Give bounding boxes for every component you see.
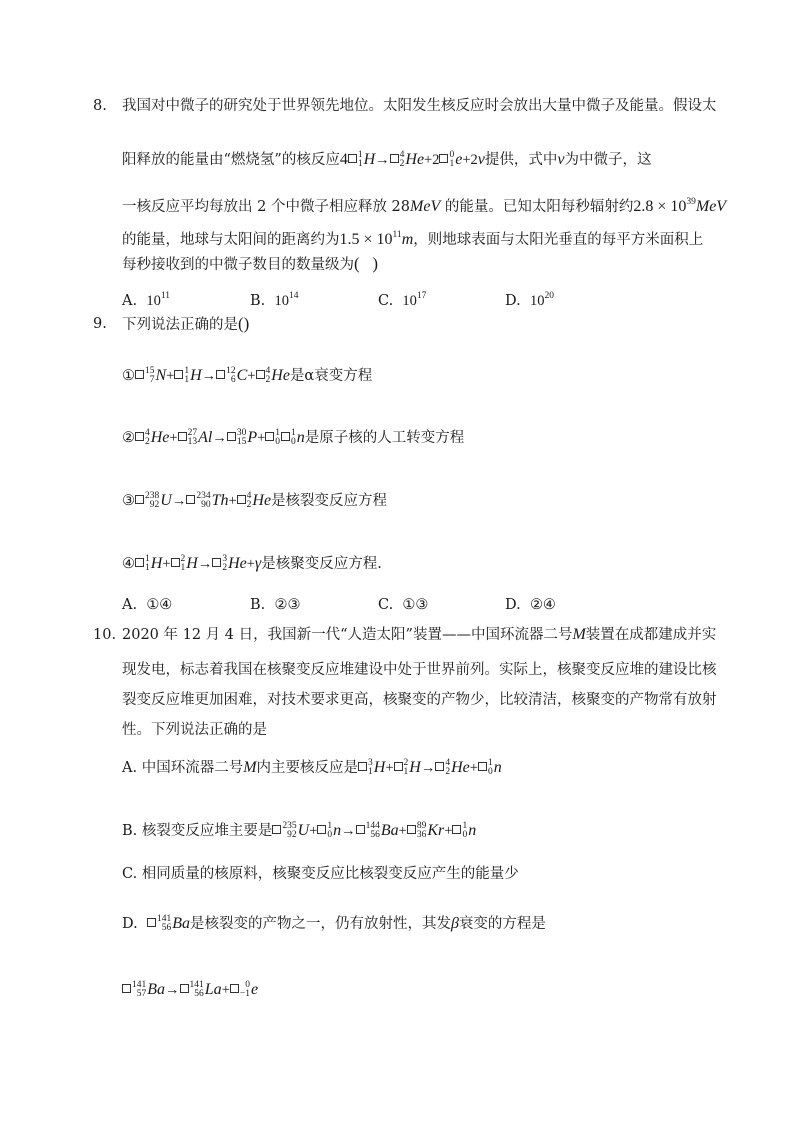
arrow-icon: →	[420, 760, 436, 776]
option-base: 10	[402, 293, 417, 309]
symbol-he: He	[252, 492, 272, 509]
isotope-index: 27 13	[187, 427, 198, 447]
plus-sign: +	[169, 430, 178, 446]
plus-sign: +	[385, 760, 394, 776]
placeholder-box-icon	[407, 825, 416, 834]
isotope-index: 1 0	[291, 427, 296, 447]
isotope-index: 4 2	[246, 490, 252, 510]
symbol-he: He	[228, 555, 247, 572]
plus-sign: +	[444, 823, 453, 839]
q8-line-2-text-b: 提供，式中	[484, 152, 558, 168]
energy-exponent: 39	[686, 197, 696, 207]
symbol-neutron: n	[493, 759, 502, 776]
placeholder-box-icon	[439, 154, 448, 163]
placeholder-box-icon	[237, 495, 246, 504]
plus-sign: +	[246, 556, 255, 572]
isotope-index: 235 92	[282, 820, 297, 840]
placeholder-box-icon	[256, 370, 265, 379]
symbol-c: C	[236, 367, 248, 384]
symbol-h: H	[409, 759, 421, 776]
placeholder-box-icon	[147, 918, 156, 927]
isotope-index: 1 1	[357, 149, 363, 169]
answer-blank-paren: ()	[238, 314, 250, 333]
option-text: ②③	[274, 597, 301, 613]
placeholder-box-icon	[171, 558, 180, 567]
symbol-n: N	[155, 367, 167, 384]
symbol-beta: β	[450, 915, 459, 932]
option-text: ②④	[529, 597, 556, 613]
option-text: ①③	[402, 597, 429, 613]
plus-sign: +	[247, 368, 256, 384]
q8-line-2-text: 阳释放的能量由“燃烧氢”的核反应	[122, 152, 340, 168]
placeholder-box-icon	[174, 370, 183, 379]
q9-option-c[interactable]	[378, 595, 428, 615]
q8-eq-coef: 4	[339, 151, 348, 168]
symbol-he: He	[451, 759, 470, 776]
symbol-he: He	[150, 429, 170, 446]
placeholder-box-icon	[135, 495, 144, 504]
coef-2: 2	[432, 152, 440, 168]
q8-line-4	[122, 225, 703, 250]
isotope-index: 2 1	[403, 757, 409, 777]
answer-blank-paren: ( )	[354, 254, 379, 273]
q8-line-3-text: 一核反应平均每放出 2 个中微子相应释放 28	[122, 199, 411, 215]
q10-line-3: 裂变反应堆更加困难，对技术要求更高，核聚变的产物少，比较清洁，核聚变的产物常有放射	[122, 692, 717, 708]
q10-line-2: 现发电，标志着我国在核聚变反应堆建设中处于世界前列。实际上，核聚变反应堆的建设比核	[122, 662, 717, 678]
q8-option-d[interactable]	[505, 286, 554, 311]
q10-option-d-equation	[122, 980, 258, 1000]
q8-line-4-text-b: ，则地球表面与太阳光垂直的每平方米面积上	[413, 232, 704, 248]
option-exp: 17	[416, 291, 427, 301]
plus-sign: +	[309, 823, 318, 839]
q10-option-d-text-b: 衰变的方程是	[458, 916, 546, 932]
q10-option-c[interactable]: C. 相同质量的核原料，核聚变反应比核裂变反应产生的能量少	[122, 866, 519, 882]
circled-number-icon: ①	[122, 368, 135, 384]
symbol-m: M	[572, 626, 586, 643]
isotope-index: 4 2	[399, 149, 405, 169]
isotope-index: 1 0	[327, 820, 333, 840]
q8-line-4-text: 的能量，地球与太阳间的距离约为	[122, 232, 340, 248]
q9-statement-1	[122, 366, 372, 386]
symbol-neutron: n	[333, 822, 342, 839]
placeholder-box-icon	[435, 762, 444, 771]
arrow-icon: →	[341, 823, 356, 839]
isotope-index: 4 2	[145, 427, 150, 447]
symbol-e: e	[250, 981, 259, 998]
q8-line-2-text-c: 为中微子，这	[564, 152, 652, 168]
isotope-index: 141 57	[132, 979, 147, 999]
option-text: ①④	[146, 597, 173, 613]
symbol-al: Al	[198, 429, 213, 446]
symbol-th: Th	[211, 492, 229, 509]
q9-statement-2-text: 是原子核的人工转变方程	[304, 430, 465, 446]
option-label: B.	[250, 597, 266, 613]
isotope-index: 4 2	[445, 757, 451, 777]
q10-option-d[interactable]	[122, 914, 546, 934]
q10-option-d-label: D.	[122, 916, 138, 932]
coef-2: 2	[470, 152, 478, 168]
q8-line-2	[122, 150, 652, 170]
symbol-h: H	[363, 151, 376, 168]
isotope-index: 3 2	[222, 553, 228, 573]
arrow-icon: →	[171, 493, 187, 509]
symbol-u: U	[160, 492, 172, 509]
placeholder-box-icon	[180, 984, 189, 993]
isotope-index: 1 0	[487, 757, 493, 777]
symbol-u: U	[297, 822, 310, 839]
q10-line-4: 性。下列说法正确的是	[122, 722, 267, 738]
q8-line-3	[122, 192, 726, 217]
placeholder-box-icon	[452, 825, 461, 834]
isotope-index: 12 6	[226, 365, 236, 385]
placeholder-box-icon	[122, 984, 131, 993]
q9-statement-3-text: 是核裂变反应方程	[271, 493, 388, 509]
q8-line-3-text-b: 的能量。已知太阳每秒辐射约	[440, 199, 634, 215]
distance-exponent: 11	[392, 230, 402, 240]
isotope-index: 1 1	[184, 365, 190, 385]
arrow-icon: →	[375, 152, 390, 168]
placeholder-box-icon	[186, 495, 195, 504]
placeholder-box-icon	[230, 984, 239, 993]
q9-stem	[122, 314, 249, 335]
placeholder-box-icon	[272, 825, 281, 834]
isotope-index: 1 1	[145, 553, 150, 573]
q10-option-a[interactable]	[122, 758, 502, 778]
plus-sign: +	[424, 152, 433, 168]
circled-number-icon: ②	[122, 430, 135, 446]
option-exp: 20	[544, 291, 554, 301]
arrow-icon: →	[201, 368, 217, 384]
q9-option-d[interactable]	[505, 595, 556, 615]
placeholder-box-icon	[135, 432, 144, 441]
placeholder-box-icon	[135, 558, 144, 567]
placeholder-box-icon	[212, 558, 221, 567]
plus-sign: +	[469, 760, 478, 776]
isotope-index: 144 56	[365, 820, 380, 840]
option-label: A.	[122, 293, 138, 309]
energy-value: 2.8 × 10	[633, 198, 687, 215]
option-label: A.	[122, 597, 138, 613]
option-label: C.	[378, 293, 394, 309]
symbol-h: H	[186, 555, 198, 572]
symbol-neutron: n	[296, 429, 305, 446]
symbol-ba: Ba	[380, 822, 399, 839]
isotope-index: 4 2	[265, 365, 271, 385]
q9-statement-1-text: 是α衰变方程	[289, 368, 373, 384]
isotope-index: 1 0	[275, 427, 281, 447]
circled-number-icon: ③	[122, 493, 135, 509]
isotope-index: 2 1	[180, 553, 186, 573]
q8-option-b[interactable]	[250, 286, 298, 311]
symbol-la: La	[204, 981, 222, 998]
distance-value: 1.5 × 10	[339, 231, 393, 248]
placeholder-box-icon	[281, 432, 290, 441]
placeholder-box-icon	[135, 370, 144, 379]
arrow-icon: →	[165, 982, 180, 998]
q10-line-1-text-b: 装置在成都建成并实	[585, 627, 717, 643]
unit-m: m	[401, 231, 414, 248]
plus-sign: +	[398, 823, 407, 839]
isotope-index: 15 7	[145, 365, 155, 385]
q9-statement-4	[122, 554, 382, 574]
option-exp: 14	[288, 291, 299, 301]
option-base: 10	[529, 293, 545, 309]
q8-line-5-text: 每秒接收到的中微子数目的数量级为	[122, 257, 354, 273]
placeholder-box-icon	[216, 370, 225, 379]
q9-statement-2	[122, 428, 464, 448]
option-exp: 11	[160, 291, 170, 301]
arrow-icon: →	[197, 556, 213, 572]
unit-mev: MeV	[695, 198, 727, 215]
q9-option-b[interactable]	[250, 595, 300, 615]
isotope-index: 89 36	[416, 820, 427, 840]
plus-sign: +	[166, 368, 175, 384]
unit-mev: MeV	[410, 198, 441, 215]
placeholder-box-icon	[358, 762, 367, 771]
q10-option-d-text: 是核裂变的产物之一，仍有放射性，其发	[189, 916, 451, 932]
option-base: 10	[146, 293, 161, 309]
q8-option-a[interactable]	[122, 286, 170, 311]
q8-line-5	[122, 254, 378, 275]
symbol-neutron: n	[468, 822, 477, 839]
symbol-p: P	[247, 429, 258, 446]
symbol-ba: Ba	[147, 981, 166, 998]
placeholder-box-icon	[478, 762, 487, 771]
isotope-index: 234 90	[196, 490, 211, 510]
symbol-gamma: γ	[254, 555, 262, 572]
symbol-h: H	[190, 367, 202, 384]
q10-line-1-text: 2020 年 12 月 4 日，我国新一代“人造太阳”装置——中国环流器二号	[122, 627, 573, 643]
symbol-he: He	[271, 367, 290, 384]
isotope-index: 141 56	[189, 979, 204, 999]
symbol-h: H	[150, 555, 163, 572]
plus-sign: +	[257, 430, 266, 446]
placeholder-box-icon	[394, 762, 403, 771]
symbol-h: H	[373, 759, 386, 776]
symbol-he: He	[405, 151, 425, 168]
symbol-m: M	[243, 759, 257, 776]
option-label: B.	[250, 293, 266, 309]
q9-stem-text: 下列说法正确的是	[122, 317, 238, 333]
placeholder-box-icon	[227, 432, 236, 441]
q10-option-b-text: B. 核裂变反应堆主要是	[122, 823, 273, 839]
q9-option-a[interactable]	[122, 595, 172, 615]
isotope-index: 1 0	[462, 820, 468, 840]
q10-option-a-text: A. 中国环流器二号	[122, 760, 244, 776]
q8-option-c[interactable]	[378, 286, 426, 311]
option-label: D.	[505, 293, 521, 309]
isotope-index: 30 15	[236, 427, 247, 447]
isotope-index: 0 −1	[239, 979, 250, 999]
q9-statement-4-text: 是核聚变反应方程.	[261, 556, 382, 572]
q10-option-a-text-b: 内主要核反应是	[256, 760, 359, 776]
q10-line-1	[122, 625, 716, 645]
plus-sign: +	[228, 493, 237, 509]
question-8-number: 8.	[93, 98, 107, 114]
placeholder-box-icon	[178, 432, 187, 441]
arrow-icon: →	[212, 430, 227, 446]
placeholder-box-icon	[348, 154, 357, 163]
option-base: 10	[274, 293, 289, 309]
isotope-index: 238 92	[145, 490, 160, 510]
symbol-kr: Kr	[427, 822, 445, 839]
symbol-nu: ν	[477, 151, 485, 168]
q8-line-1: 我国对中微子的研究处于世界领先地位。太阳发生核反应时会放出大量中微子及能量。假设太	[122, 98, 717, 114]
symbol-nu: ν	[557, 151, 565, 168]
plus-sign: +	[462, 152, 471, 168]
placeholder-box-icon	[265, 432, 274, 441]
isotope-index: 3 1	[368, 757, 373, 777]
option-label: C.	[378, 597, 394, 613]
symbol-ba: Ba	[172, 915, 190, 932]
plus-sign: +	[221, 982, 230, 998]
question-10-number: 10.	[93, 627, 117, 643]
placeholder-box-icon	[356, 825, 365, 834]
plus-sign: +	[162, 556, 171, 572]
question-9-number: 9.	[93, 316, 107, 332]
symbol-e: e	[455, 151, 463, 168]
placeholder-box-icon	[390, 154, 399, 163]
isotope-index: 141 56	[156, 913, 172, 933]
placeholder-box-icon	[317, 825, 326, 834]
circled-number-icon: ④	[122, 556, 135, 572]
q9-statement-3	[122, 491, 387, 511]
q10-option-b[interactable]	[122, 821, 476, 841]
isotope-index: 0 1	[449, 149, 455, 169]
option-label: D.	[505, 597, 521, 613]
